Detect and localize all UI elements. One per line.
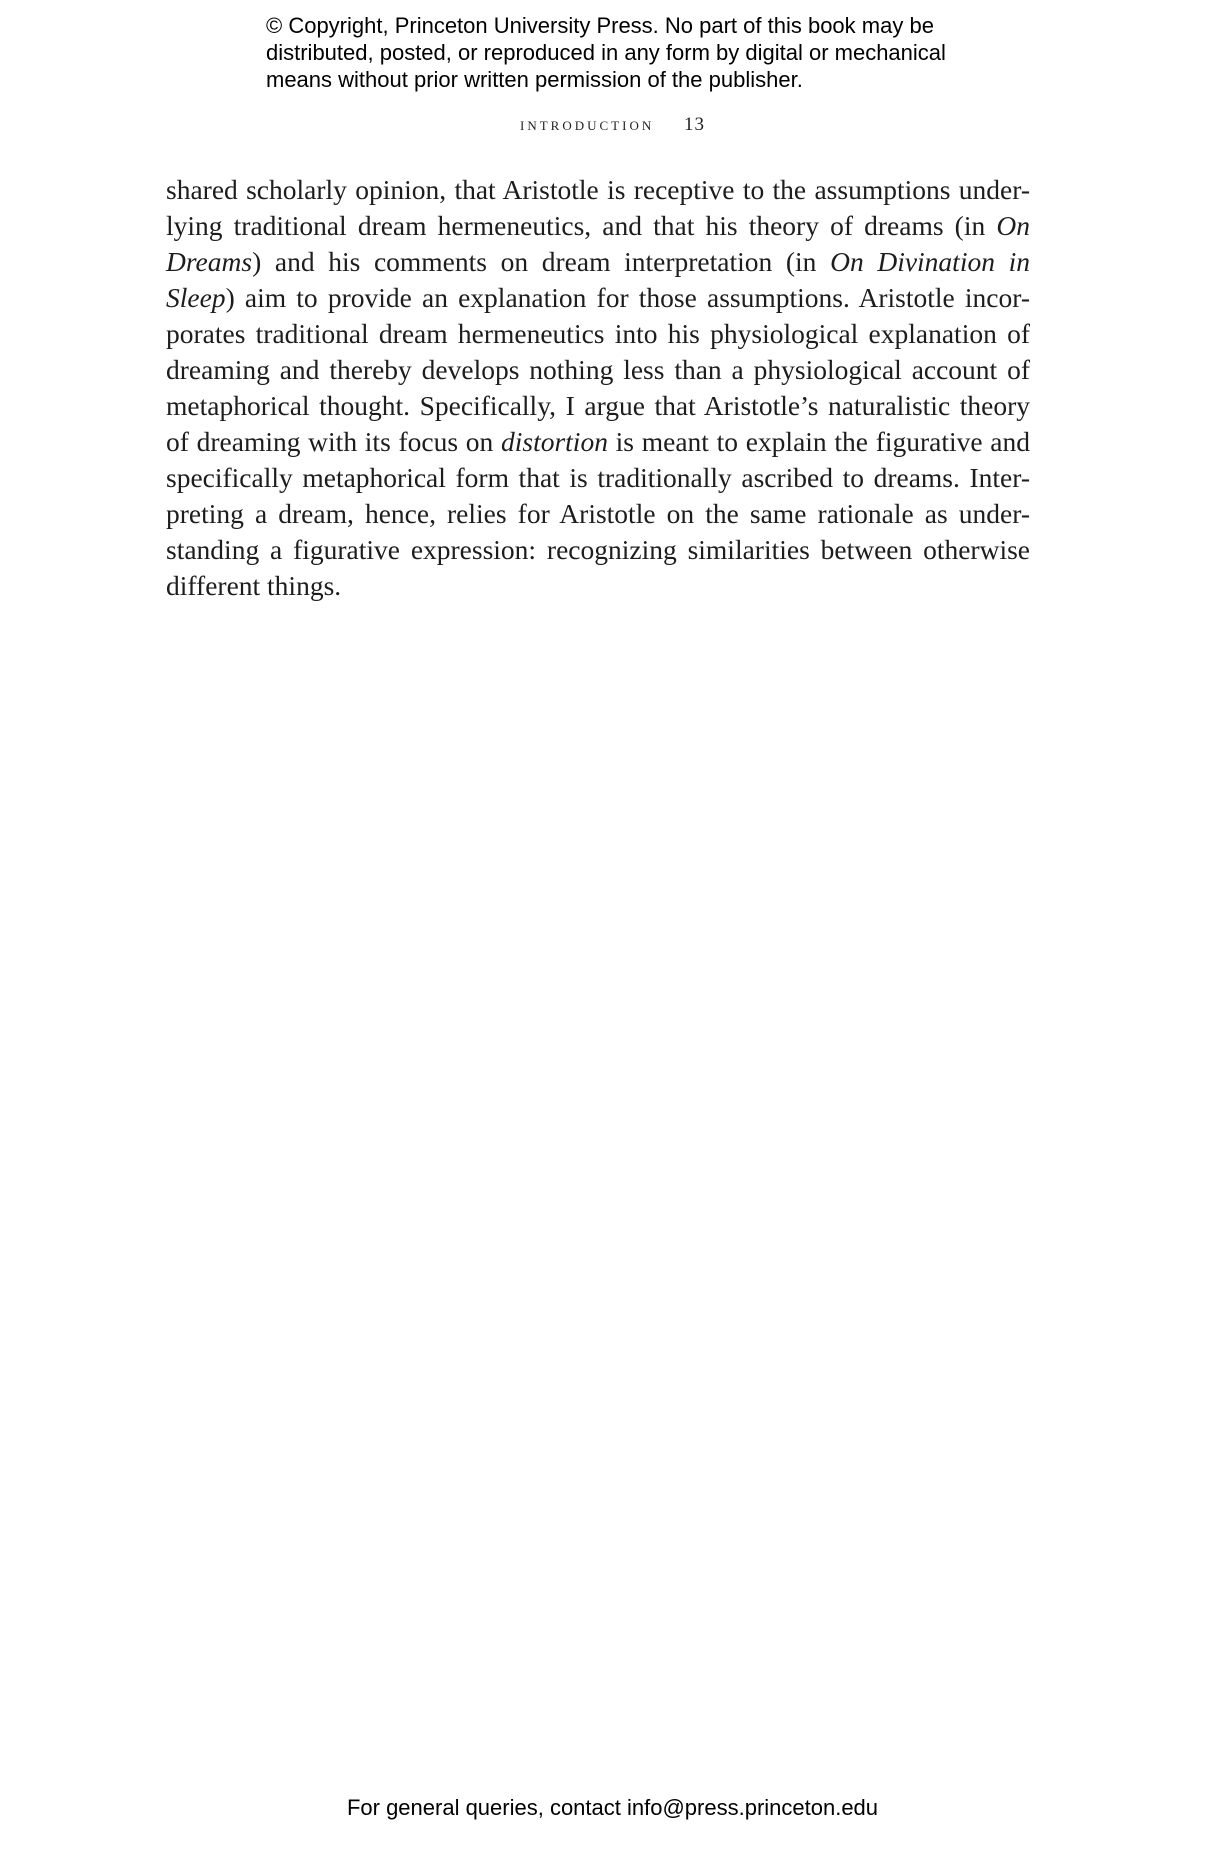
text-segment: ) aim to provide an explanation for those assumptions. Aristotle incor- (225, 282, 1030, 313)
text-segment: shared scholarly opinion, that Aristotle is receptive to the assumptions under- (166, 174, 1030, 205)
text-segment: porates traditional dream hermeneutics into his physiological explanation of (166, 318, 1030, 349)
copyright-line: means without prior written permission of the publisher. (266, 67, 803, 92)
italic-title: Dreams (166, 246, 253, 277)
text-line (166, 208, 1030, 244)
text-segment: ) and his comments on dream interpretation (in (252, 246, 817, 277)
copyright-notice (266, 12, 1026, 93)
text-line (166, 532, 1030, 568)
body-paragraph (166, 172, 1030, 604)
italic-title: On (996, 210, 1030, 241)
running-head (0, 114, 1225, 136)
text-line (166, 316, 1030, 352)
text-segment: dreaming and thereby develops nothing less than a physiological account of (166, 354, 1030, 385)
text-segment: preting a dream, hence, relies for Aristotle on the same rationale as under- (166, 498, 1030, 529)
text-line (166, 280, 1030, 316)
text-segment: different things. (166, 570, 342, 601)
text-line (166, 244, 1030, 280)
text-line (166, 424, 1030, 460)
text-line (166, 172, 1030, 208)
text-line (166, 496, 1030, 532)
chapter-title: introduction (520, 114, 655, 135)
italic-title: Sleep (166, 282, 226, 313)
text-segment: specifically metaphorical form that is traditionally ascribed to dreams. Inter- (166, 462, 1030, 493)
italic-term: distortion (500, 426, 608, 457)
text-line (166, 460, 1030, 496)
page-number: 13 (683, 114, 705, 135)
text-segment: is meant to explain the figurative and (615, 426, 1031, 457)
copyright-line: © Copyright, Princeton University Press. No part of this book may be (266, 13, 934, 38)
text-line (166, 568, 1030, 604)
text-segment: of dreaming with its focus on (166, 426, 494, 457)
text-line (166, 352, 1030, 388)
italic-title: On Divination in (830, 246, 1030, 277)
footer-contact: For general queries, contact info@press.princeton.edu (346, 1795, 879, 1820)
text-line (166, 388, 1030, 424)
text-segment: metaphorical thought. Specifically, I argue that Aristotle’s naturalistic theory (166, 390, 1030, 421)
text-segment: standing a figurative expression: recognizing similarities between otherwise (166, 534, 1030, 565)
copyright-line: distributed, posted, or reproduced in any form by digital or mechanical (266, 40, 946, 65)
text-segment: lying traditional dream hermeneutics, and that his theory of dreams (in (166, 210, 986, 241)
